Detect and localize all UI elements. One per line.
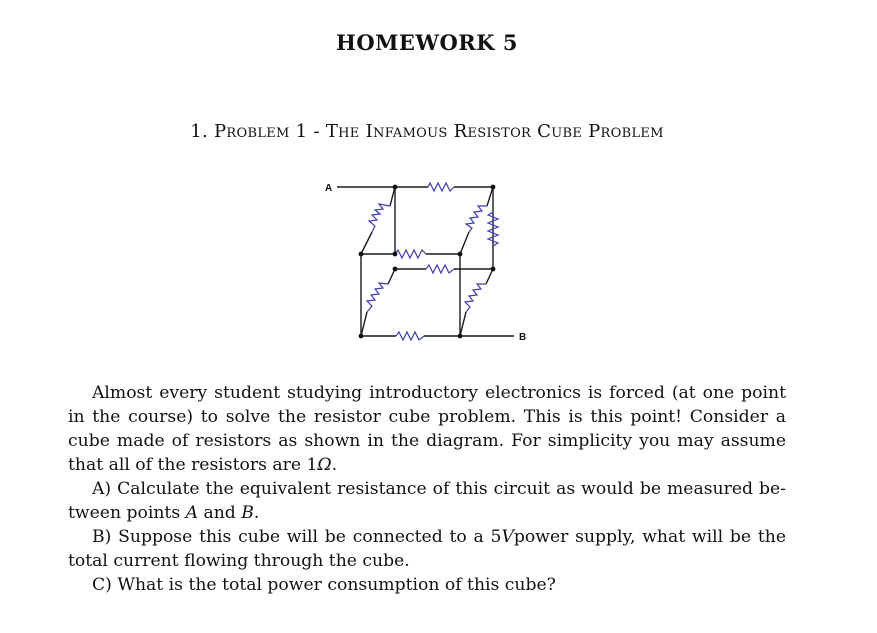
resistors bbox=[367, 183, 498, 340]
resistor-cube-diagram bbox=[320, 176, 540, 351]
junction-dots bbox=[359, 185, 496, 339]
part-a: A) Calculate the equivalent resistance of this circuit as would be measured be-tween points A and B. bbox=[68, 479, 786, 523]
part-b: B) Suppose this cube will be connected to a 5Vpower supply, what will be the total current flowing through the cube. bbox=[68, 527, 786, 571]
cube-wires bbox=[337, 187, 514, 336]
section-number: 1. bbox=[190, 121, 208, 142]
point-a-ref: A bbox=[185, 503, 199, 523]
volt-unit: V bbox=[501, 527, 514, 547]
resistor-left-diagonal-top bbox=[369, 204, 390, 232]
section-heading bbox=[0, 121, 854, 142]
resistor-right-diagonal-top bbox=[466, 206, 487, 232]
point-b-ref: B bbox=[241, 503, 254, 523]
problem-body bbox=[68, 381, 786, 597]
part-c: C) What is the total power consumption of this cube? bbox=[92, 575, 556, 595]
resistor-front-bottom-edge bbox=[396, 332, 424, 340]
section-title: Problem 1 - The Infamous Resistor Cube Problem bbox=[214, 121, 664, 142]
resistor-left-diagonal-bottom bbox=[367, 283, 388, 312]
page-title: HOMEWORK 5 bbox=[336, 30, 518, 55]
resistor-front-top-edge bbox=[395, 250, 426, 258]
resistor-top-back bbox=[428, 183, 454, 191]
terminal-b-label: B bbox=[519, 332, 527, 343]
resistor-back-vertical-right bbox=[488, 212, 498, 246]
resistor-back-middle-edge bbox=[426, 265, 454, 273]
resistor-right-diagonal-bottom bbox=[465, 284, 486, 312]
ohm-symbol: Ω bbox=[317, 455, 332, 475]
intro-paragraph: Almost every student studying introductory electronics is forced (at one point in the course) to solve the resistor cube problem. This is this point! Consider a cube made of resistors as shown in the diagram. For simplicity you may assume that all of the resistors are 1Ω. bbox=[68, 383, 786, 475]
terminal-a-label: A bbox=[325, 183, 333, 194]
